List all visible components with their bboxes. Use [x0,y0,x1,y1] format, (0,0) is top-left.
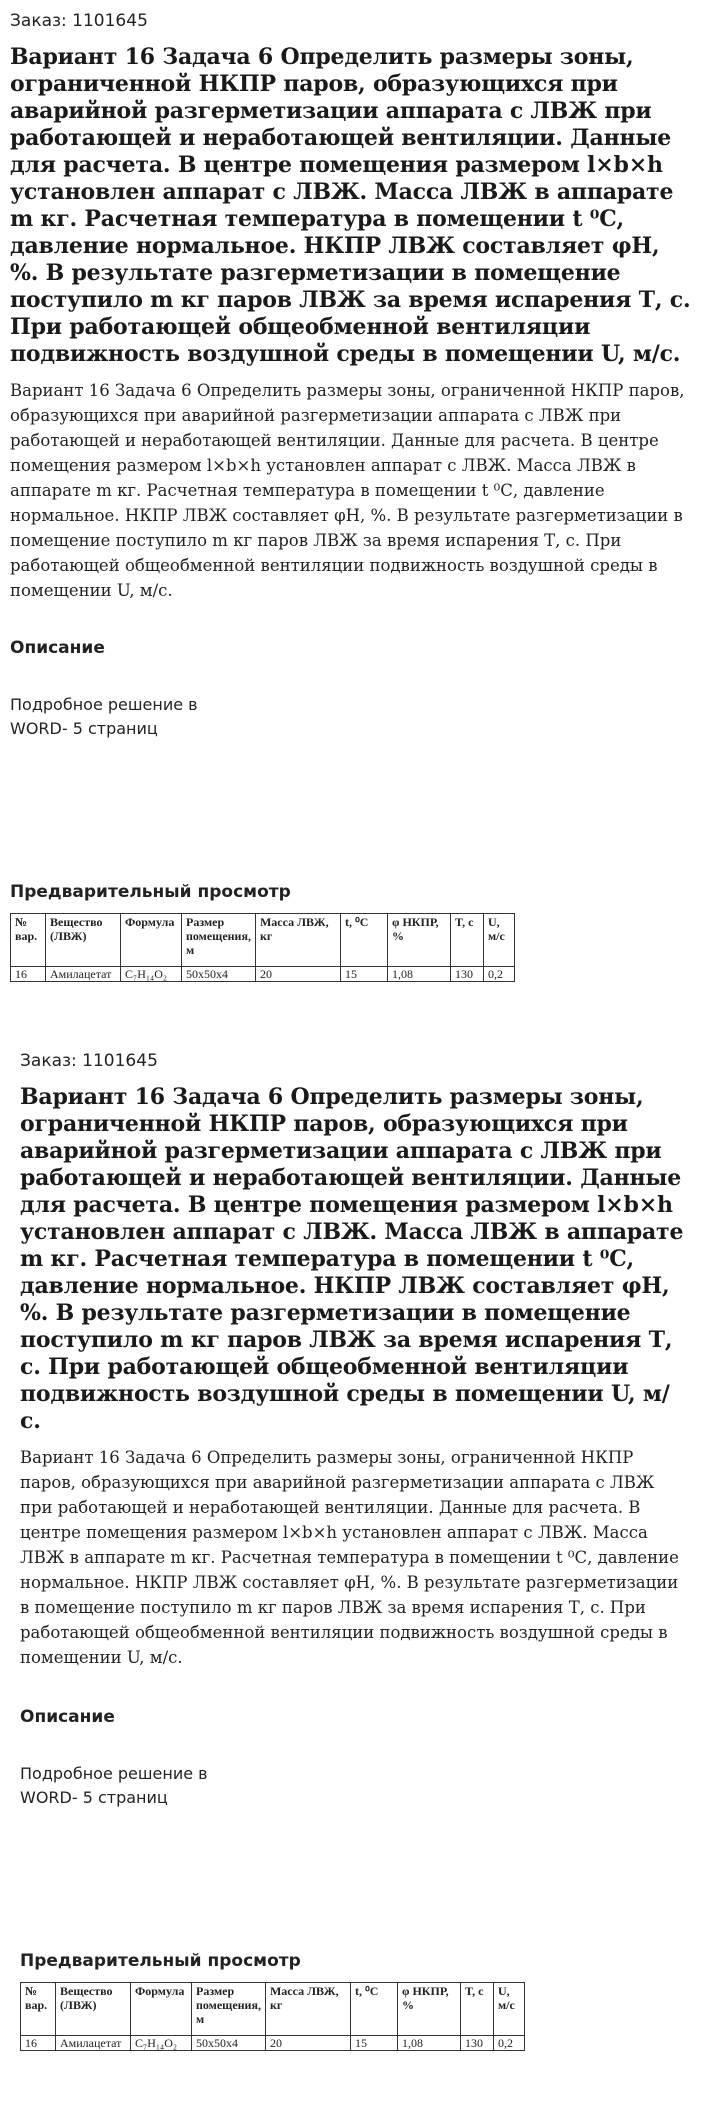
table-header-row [11,914,515,967]
solution-line-1: Подробное решение в [20,1764,208,1783]
table-header-cell: Вещество (ЛВЖ) [56,1983,131,2036]
table-cell: 50х50х4 [192,2036,266,2051]
table-cell: 0,2 [493,2036,524,2051]
table-cell: C₇H₁₄O₂ [121,967,182,982]
task-title[interactable]: Вариант 16 Задача 6 Определить размеры зоны, ограниченной НКПР паров, образующихся при аварийной разгерметизации аппарата с ЛВЖ при работающей и неработающей вентиляции. Данные для расчета. В центре помещения размером l×b×h установлен аппарат с ЛВЖ. Масса ЛВЖ в аппарате m кг. Расчетная температура в помещении t ⁰С, давление нормальное. НКПР ЛВЖ составляет φН, %. В результате разгерметизации в помещение поступило m кг паров ЛВЖ за время испарения Т, с. При работающей общеобменной вентиляции подвижность воздушной среды в помещении U, м/с. [10,44,691,367]
table-header-cell: Масса ЛВЖ, кг [255,914,340,967]
table-cell: 1,08 [397,2036,460,2051]
table-header-cell: T, с [450,914,483,967]
table-cell: C₇H₁₄O₂ [131,2036,192,2051]
table-header-cell: U, м/с [493,1983,524,2036]
preview-table [20,1982,525,2051]
table-header-cell: t, ⁰С [340,914,387,967]
table-row [11,967,515,982]
table-cell: 20 [255,967,340,982]
task-description: Вариант 16 Задача 6 Определить размеры зоны, ограниченной НКПР паров, образующихся при аварийной разгерметизации аппарата с ЛВЖ при работающей и неработающей вентиляции. Данные для расчета. В центре помещения размером l×b×h установлен аппарат с ЛВЖ. Масса ЛВЖ в аппарате m кг. Расчетная температура в помещении t ⁰С, давление нормальное. НКПР ЛВЖ составляет φН, %. В результате разгерметизации в помещение поступило m кг паров ЛВЖ за время испарения Т, с. При работающей общеобменной вентиляции подвижность воздушной среды в помещении U, м/с. [20,1448,679,1667]
table-header-cell: Размер помещения, м [182,914,256,967]
task-description: Вариант 16 Задача 6 Определить размеры зоны, ограниченной НКПР паров, образующихся при аварийной разгерметизации аппарата с ЛВЖ при работающей и неработающей вентиляции. Данные для расчета. В центре помещения размером l×b×h установлен аппарат с ЛВЖ. Масса ЛВЖ в аппарате m кг. Расчетная температура в помещении t ⁰С, давление нормальное. НКПР ЛВЖ составляет φН, %. В результате разгерметизации в помещение поступило m кг паров ЛВЖ за время испарения Т, с. При работающей общеобменной вентиляции подвижность воздушной среды в помещении U, м/с. [10,381,685,600]
table-cell: 15 [340,967,387,982]
table-header-cell: Формула [121,914,182,967]
order-number: Заказ: 1101645 [10,11,148,31]
table-cell: 16 [21,2036,56,2051]
table-cell: Амилацетат [56,2036,131,2051]
table-header-cell: Формула [131,1983,192,2036]
table-header-cell: № вар. [21,1983,56,2036]
solution-line-1: Подробное решение в [10,695,198,714]
solution-line-2: WORD- 5 страниц [10,719,158,738]
solution-line-2: WORD- 5 страниц [20,1788,168,1807]
table-cell: Амилацетат [46,967,121,982]
table-header-cell: Вещество (ЛВЖ) [46,914,121,967]
description-heading: Описание [10,638,105,658]
table-cell: 15 [350,2036,397,2051]
preview-heading: Предварительный просмотр [20,1951,301,1971]
listing-block-1 [0,0,701,982]
table-cell: 20 [265,2036,350,2051]
table-header-cell: T, с [460,1983,493,2036]
table-cell: 16 [11,967,46,982]
table-cell: 50х50х4 [182,967,256,982]
table-header-cell: № вар. [11,914,46,967]
table-header-cell: U, м/с [483,914,514,967]
preview-heading: Предварительный просмотр [10,882,291,902]
table-header-cell: Размер помещения, м [192,1983,266,2036]
table-header-cell: φ НКПР, % [387,914,450,967]
table-header-cell: Масса ЛВЖ, кг [265,1983,350,2036]
solution-info [20,1762,700,1810]
table-header-row [21,1983,525,2036]
table-header-cell: φ НКПР, % [397,1983,460,2036]
preview-table [10,913,515,982]
table-cell: 130 [450,967,483,982]
table-cell: 0,2 [483,967,514,982]
table-row [21,2036,525,2051]
task-title[interactable]: Вариант 16 Задача 6 Определить размеры зоны, ограниченной НКПР паров, образующихся при аварийной разгерметизации аппарата с ЛВЖ при работающей и неработающей вентиляции. Данные для расчета. В центре помещения размером l×b×h установлен аппарат с ЛВЖ. Масса ЛВЖ в аппарате m кг. Расчетная температура в помещении t ⁰С, давление нормальное. НКПР ЛВЖ составляет φН, %. В результате разгерметизации в помещение поступило m кг паров ЛВЖ за время испарения Т, с. При работающей общеобменной вентиляции подвижность воздушной среды в помещении U, м/с. [20,1084,684,1434]
order-number: Заказ: 1101645 [20,1051,158,1071]
table-cell: 1,08 [387,967,450,982]
table-header-cell: t, ⁰С [350,1983,397,2036]
listing-block-2 [10,1040,700,2051]
table-cell: 130 [460,2036,493,2051]
description-heading: Описание [20,1707,115,1727]
solution-info [10,693,701,741]
